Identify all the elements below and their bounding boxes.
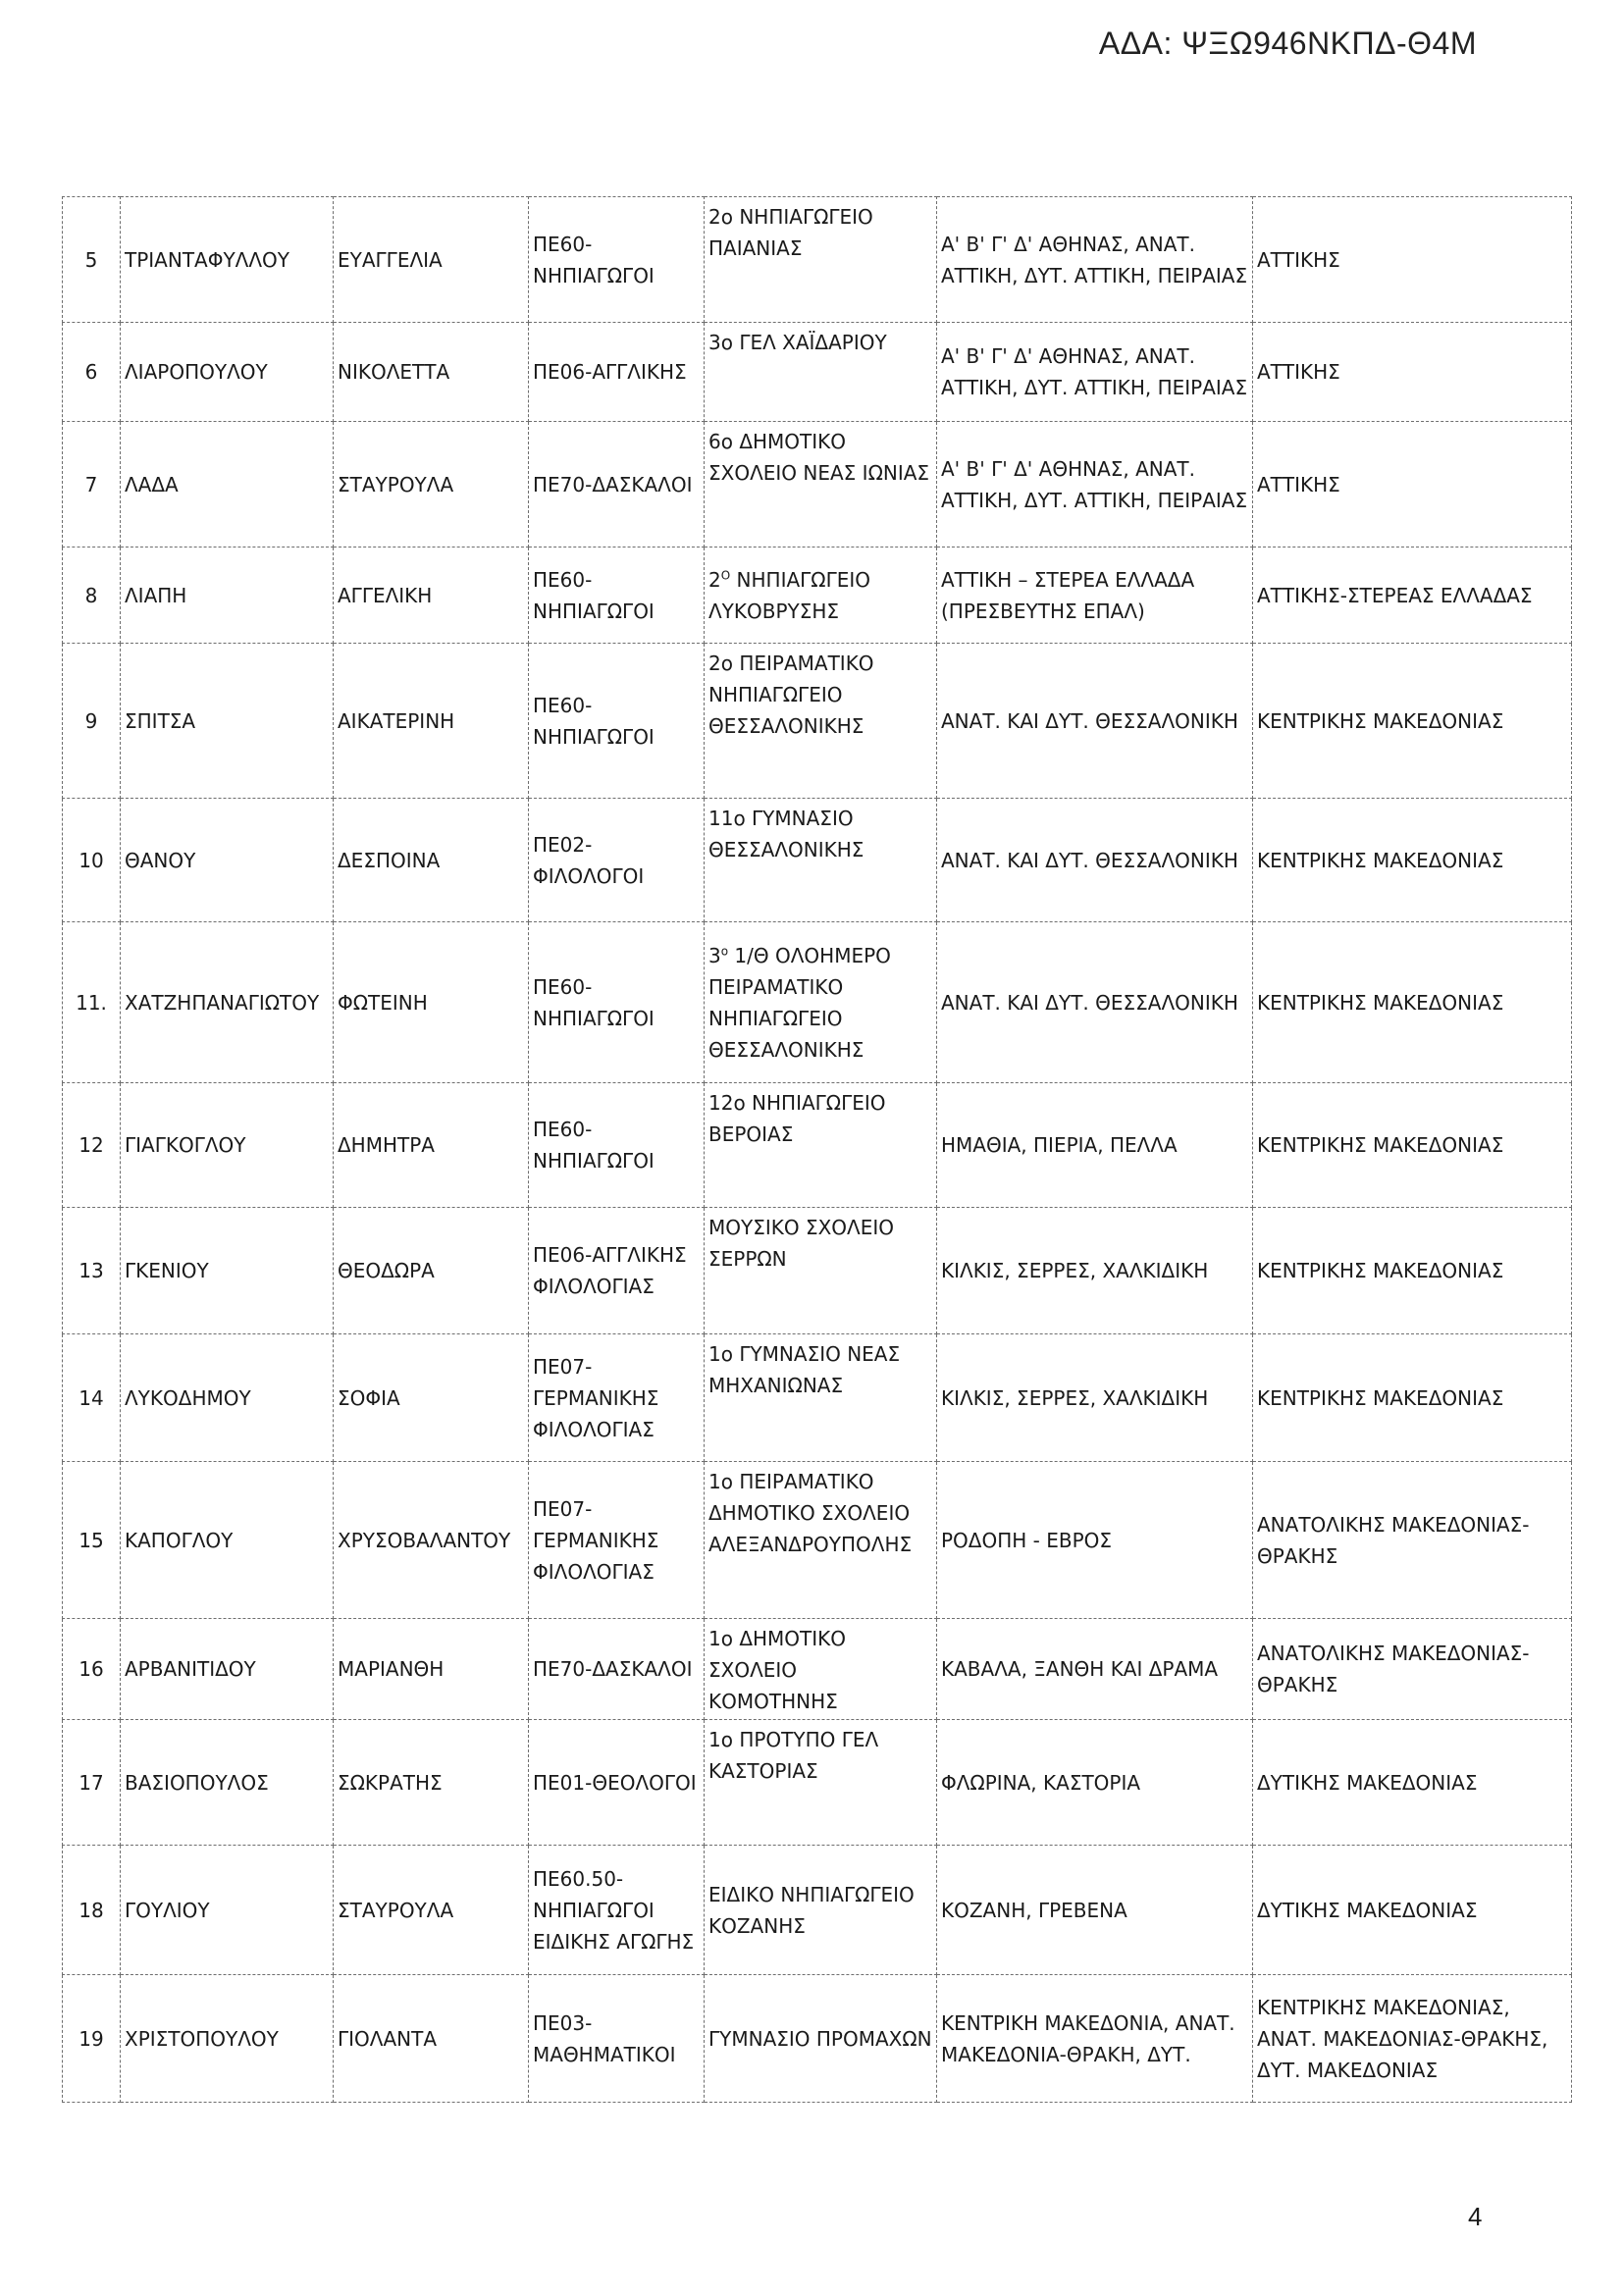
surname-cell: ΛΑΔΑ <box>121 422 334 548</box>
table-row <box>63 1334 1572 1462</box>
region-cell: ΚΕΝΤΡΙΚΗΣ ΜΑΚΕΔΟΝΙΑΣ <box>1253 1083 1572 1208</box>
school-cell: 12ο ΝΗΠΙΑΓΩΓΕΙΟ ΒΕΡΟΙΑΣ <box>705 1083 937 1208</box>
area-cell: ΚΕΝΤΡΙΚΗ ΜΑΚΕΔΟΝΙΑ, ΑΝΑΤ. ΜΑΚΕΔΟΝΙΑ-ΘΡΑΚΗ, ΔΥΤ. <box>937 1975 1253 2103</box>
school-cell: 1ο ΠΕΙΡΑΜΑΤΙΚΟ ΔΗΜΟΤΙΚΟ ΣΧΟΛΕΙΟ ΑΛΕΞΑΝΔΡΟΥΠΟΛΗΣ <box>705 1462 937 1619</box>
row-number: 6 <box>63 323 121 422</box>
row-number: 17 <box>63 1720 121 1846</box>
specialty-cell: ΠΕ70-ΔΑΣΚΑΛΟΙ <box>529 422 705 548</box>
school-cell: 1ο ΔΗΜΟΤΙΚΟ ΣΧΟΛΕΙΟ ΚΟΜΟΤΗΝΗΣ <box>705 1619 937 1720</box>
teachers-table <box>62 196 1572 2103</box>
row-number: 8 <box>63 548 121 644</box>
region-cell: ΑΝΑΤΟΛΙΚΗΣ ΜΑΚΕΔΟΝΙΑΣ-ΘΡΑΚΗΣ <box>1253 1462 1572 1619</box>
area-cell: Α' Β' Γ' Δ' ΑΘΗΝΑΣ, ΑΝΑΤ. ΑΤΤΙΚΗ, ΔΥΤ. ΑΤΤΙΚΗ, ΠΕΙΡΑΙΑΣ <box>937 197 1253 323</box>
specialty-cell: ΠΕ06-ΑΓΓΛΙΚΗΣ <box>529 323 705 422</box>
school-name: 1/Θ ΟΛΟΗΜΕΡΟ ΠΕΙΡΑΜΑΤΙΚΟ ΝΗΠΙΑΓΩΓΕΙΟ ΘΕΣΣΑΛΟΝΙΚΗΣ <box>708 943 891 1062</box>
area-cell: ΦΛΩΡΙΝΑ, ΚΑΣΤΟΡΙΑ <box>937 1720 1253 1846</box>
name-cell: ΦΩΤΕΙΝΗ <box>334 922 529 1083</box>
ordinal-suffix: ο <box>720 943 729 958</box>
specialty-cell: ΠΕ70-ΔΑΣΚΑΛΟΙ <box>529 1619 705 1720</box>
row-number: 5 <box>63 197 121 323</box>
table-row <box>63 1846 1572 1975</box>
table-row <box>63 197 1572 323</box>
table-row <box>63 1720 1572 1846</box>
surname-cell: ΑΡΒΑΝΙΤΙΔΟΥ <box>121 1619 334 1720</box>
region-cell: ΚΕΝΤΡΙΚΗΣ ΜΑΚΕΔΟΝΙΑΣ <box>1253 799 1572 922</box>
table-row <box>63 548 1572 644</box>
specialty-cell: ΠΕ06-ΑΓΓΛΙΚΗΣ ΦΙΛΟΛΟΓΙΑΣ <box>529 1208 705 1334</box>
row-number: 14 <box>63 1334 121 1462</box>
name-cell: ΕΥΑΓΓΕΛΙΑ <box>334 197 529 323</box>
area-cell: ΚΑΒΑΛΑ, ΞΑΝΘΗ ΚΑΙ ΔΡΑΜΑ <box>937 1619 1253 1720</box>
area-cell: ΚΙΛΚΙΣ, ΣΕΡΡΕΣ, ΧΑΛΚΙΔΙΚΗ <box>937 1208 1253 1334</box>
row-number: 12 <box>63 1083 121 1208</box>
surname-cell: ΣΠΙΤΣΑ <box>121 644 334 799</box>
region-cell: ΑΤΤΙΚΗΣ <box>1253 197 1572 323</box>
region-cell: ΚΕΝΤΡΙΚΗΣ ΜΑΚΕΔΟΝΙΑΣ <box>1253 922 1572 1083</box>
area-cell: Α' Β' Γ' Δ' ΑΘΗΝΑΣ, ΑΝΑΤ. ΑΤΤΙΚΗ, ΔΥΤ. ΑΤΤΙΚΗ, ΠΕΙΡΑΙΑΣ <box>937 422 1253 548</box>
surname-cell: ΛΥΚΟΔΗΜΟΥ <box>121 1334 334 1462</box>
area-cell: ΚΟΖΑΝΗ, ΓΡΕΒΕΝΑ <box>937 1846 1253 1975</box>
row-number: 11. <box>63 922 121 1083</box>
specialty-cell: ΠΕ60-ΝΗΠΙΑΓΩΓΟΙ <box>529 1083 705 1208</box>
specialty-cell: ΠΕ02-ΦΙΛΟΛΟΓΟΙ <box>529 799 705 922</box>
row-number: 19 <box>63 1975 121 2103</box>
table-row <box>63 1462 1572 1619</box>
area-cell: ΑΝΑΤ. ΚΑΙ ΔΥΤ. ΘΕΣΣΑΛΟΝΙΚΗ <box>937 644 1253 799</box>
surname-cell: ΒΑΣΙΟΠΟΥΛΟΣ <box>121 1720 334 1846</box>
table-row <box>63 323 1572 422</box>
table-row <box>63 922 1572 1083</box>
name-cell: ΘΕΟΔΩΡΑ <box>334 1208 529 1334</box>
table-row <box>63 1083 1572 1208</box>
area-cell: Α' Β' Γ' Δ' ΑΘΗΝΑΣ, ΑΝΑΤ. ΑΤΤΙΚΗ, ΔΥΤ. ΑΤΤΙΚΗ, ΠΕΙΡΑΙΑΣ <box>937 323 1253 422</box>
table-row <box>63 1975 1572 2103</box>
surname-cell: ΛΙΑΠΗ <box>121 548 334 644</box>
name-cell: ΝΙΚΟΛΕΤΤΑ <box>334 323 529 422</box>
surname-cell: ΚΑΠΟΓΛΟΥ <box>121 1462 334 1619</box>
name-cell: ΣΤΑΥΡΟΥΛΑ <box>334 422 529 548</box>
school-cell <box>705 548 937 644</box>
name-cell: ΔΕΣΠΟΙΝΑ <box>334 799 529 922</box>
school-cell: 11ο ΓΥΜΝΑΣΙΟ ΘΕΣΣΑΛΟΝΙΚΗΣ <box>705 799 937 922</box>
school-cell: 1ο ΓΥΜΝΑΣΙΟ ΝΕΑΣ ΜΗΧΑΝΙΩΝΑΣ <box>705 1334 937 1462</box>
table-row <box>63 1208 1572 1334</box>
area-cell: ΑΝΑΤ. ΚΑΙ ΔΥΤ. ΘΕΣΣΑΛΟΝΙΚΗ <box>937 799 1253 922</box>
region-cell: ΔΥΤΙΚΗΣ ΜΑΚΕΔΟΝΙΑΣ <box>1253 1720 1572 1846</box>
row-number: 16 <box>63 1619 121 1720</box>
specialty-cell: ΠΕ60-ΝΗΠΙΑΓΩΓΟΙ <box>529 197 705 323</box>
name-cell: ΜΑΡΙΑΝΘΗ <box>334 1619 529 1720</box>
surname-cell: ΘΑΝΟΥ <box>121 799 334 922</box>
region-cell: ΑΤΤΙΚΗΣ <box>1253 323 1572 422</box>
ordinal-suffix: Ο <box>720 567 731 582</box>
school-cell: 6ο ΔΗΜΟΤΙΚΟ ΣΧΟΛΕΙΟ ΝΕΑΣ ΙΩΝΙΑΣ <box>705 422 937 548</box>
name-cell: ΑΓΓΕΛΙΚΗ <box>334 548 529 644</box>
specialty-cell: ΠΕ60.50-ΝΗΠΙΑΓΩΓΟΙ ΕΙΔΙΚΗΣ ΑΓΩΓΗΣ <box>529 1846 705 1975</box>
surname-cell: ΤΡΙΑΝΤΑΦΥΛΛΟΥ <box>121 197 334 323</box>
school-cell: ΜΟΥΣΙΚΟ ΣΧΟΛΕΙΟ ΣΕΡΡΩΝ <box>705 1208 937 1334</box>
area-cell: ΡΟΔΟΠΗ - ΕΒΡΟΣ <box>937 1462 1253 1619</box>
surname-cell: ΧΡΙΣΤΟΠΟΥΛΟΥ <box>121 1975 334 2103</box>
surname-cell: ΓΟΥΛΙΟΥ <box>121 1846 334 1975</box>
school-cell: ΕΙΔΙΚΟ ΝΗΠΙΑΓΩΓΕΙΟ ΚΟΖΑΝΗΣ <box>705 1846 937 1975</box>
specialty-cell: ΠΕ07-ΓΕΡΜΑΝΙΚΗΣ ΦΙΛΟΛΟΓΙΑΣ <box>529 1334 705 1462</box>
row-number: 7 <box>63 422 121 548</box>
school-number: 2 <box>708 567 721 592</box>
ada-code: ΑΔΑ: ΨΞΩ946ΝΚΠΔ-Θ4Μ <box>1098 26 1477 61</box>
school-cell: ΓΥΜΝΑΣΙΟ ΠΡΟΜΑΧΩΝ <box>705 1975 937 2103</box>
name-cell: ΣΩΚΡΑΤΗΣ <box>334 1720 529 1846</box>
region-cell: ΑΤΤΙΚΗΣ-ΣΤΕΡΕΑΣ ΕΛΛΑΔΑΣ <box>1253 548 1572 644</box>
area-cell: ΑΝΑΤ. ΚΑΙ ΔΥΤ. ΘΕΣΣΑΛΟΝΙΚΗ <box>937 922 1253 1083</box>
school-number: 3 <box>708 943 721 967</box>
school-cell: 2ο ΠΕΙΡΑΜΑΤΙΚΟ ΝΗΠΙΑΓΩΓΕΙΟ ΘΕΣΣΑΛΟΝΙΚΗΣ <box>705 644 937 799</box>
school-cell: 1ο ΠΡΟΤΥΠΟ ΓΕΛ ΚΑΣΤΟΡΙΑΣ <box>705 1720 937 1846</box>
region-cell: ΑΤΤΙΚΗΣ <box>1253 422 1572 548</box>
school-cell <box>705 922 937 1083</box>
name-cell: ΣΤΑΥΡΟΥΛΑ <box>334 1846 529 1975</box>
region-cell: ΔΥΤΙΚΗΣ ΜΑΚΕΔΟΝΙΑΣ <box>1253 1846 1572 1975</box>
region-cell: ΚΕΝΤΡΙΚΗΣ ΜΑΚΕΔΟΝΙΑΣ <box>1253 1208 1572 1334</box>
surname-cell: ΛΙΑΡΟΠΟΥΛΟΥ <box>121 323 334 422</box>
region-cell: ΚΕΝΤΡΙΚΗΣ ΜΑΚΕΔΟΝΙΑΣ <box>1253 644 1572 799</box>
school-name: ΝΗΠΙΑΓΩΓΕΙΟ ΛΥΚΟΒΡΥΣΗΣ <box>708 567 871 623</box>
region-cell: ΑΝΑΤΟΛΙΚΗΣ ΜΑΚΕΔΟΝΙΑΣ-ΘΡΑΚΗΣ <box>1253 1619 1572 1720</box>
row-number: 10 <box>63 799 121 922</box>
name-cell: ΣΟΦΙΑ <box>334 1334 529 1462</box>
surname-cell: ΧΑΤΖΗΠΑΝΑΓΙΩΤΟΥ <box>121 922 334 1083</box>
row-number: 13 <box>63 1208 121 1334</box>
specialty-cell: ΠΕ03-ΜΑΘΗΜΑΤΙΚΟΙ <box>529 1975 705 2103</box>
specialty-cell: ΠΕ07-ΓΕΡΜΑΝΙΚΗΣ ΦΙΛΟΛΟΓΙΑΣ <box>529 1462 705 1619</box>
name-cell: ΔΗΜΗΤΡΑ <box>334 1083 529 1208</box>
name-cell: ΑΙΚΑΤΕΡΙΝΗ <box>334 644 529 799</box>
table-row <box>63 799 1572 922</box>
school-cell: 3ο ΓΕΛ ΧΑΪΔΑΡΙΟΥ <box>705 323 937 422</box>
name-cell: ΓΙΟΛΑΝΤΑ <box>334 1975 529 2103</box>
area-cell: ΑΤΤΙΚΗ – ΣΤΕΡΕΑ ΕΛΛΑΔΑ (ΠΡΕΣΒΕΥΤΗΣ ΕΠΑΛ) <box>937 548 1253 644</box>
region-cell: ΚΕΝΤΡΙΚΗΣ ΜΑΚΕΔΟΝΙΑΣ, ΑΝΑΤ. ΜΑΚΕΔΟΝΙΑΣ-ΘΡΑΚΗΣ, ΔΥΤ. ΜΑΚΕΔΟΝΙΑΣ <box>1253 1975 1572 2103</box>
row-number: 18 <box>63 1846 121 1975</box>
row-number: 9 <box>63 644 121 799</box>
specialty-cell: ΠΕ60-ΝΗΠΙΑΓΩΓΟΙ <box>529 548 705 644</box>
table-row <box>63 644 1572 799</box>
name-cell: ΧΡΥΣΟΒΑΛΑΝΤΟΥ <box>334 1462 529 1619</box>
surname-cell: ΓΚΕΝΙΟΥ <box>121 1208 334 1334</box>
table-row <box>63 1619 1572 1720</box>
specialty-cell: ΠΕ01-ΘΕΟΛΟΓΟΙ <box>529 1720 705 1846</box>
surname-cell: ΓΙΑΓΚΟΓΛΟΥ <box>121 1083 334 1208</box>
table-row <box>63 422 1572 548</box>
school-cell: 2ο ΝΗΠΙΑΓΩΓΕΙΟ ΠΑΙΑΝΙΑΣ <box>705 197 937 323</box>
page-number: 4 <box>1468 2202 1483 2231</box>
area-cell: ΗΜΑΘΙΑ, ΠΙΕΡΙΑ, ΠΕΛΛΑ <box>937 1083 1253 1208</box>
specialty-cell: ΠΕ60-ΝΗΠΙΑΓΩΓΟΙ <box>529 922 705 1083</box>
specialty-cell: ΠΕ60-ΝΗΠΙΑΓΩΓΟΙ <box>529 644 705 799</box>
region-cell: ΚΕΝΤΡΙΚΗΣ ΜΑΚΕΔΟΝΙΑΣ <box>1253 1334 1572 1462</box>
area-cell: ΚΙΛΚΙΣ, ΣΕΡΡΕΣ, ΧΑΛΚΙΔΙΚΗ <box>937 1334 1253 1462</box>
row-number: 15 <box>63 1462 121 1619</box>
